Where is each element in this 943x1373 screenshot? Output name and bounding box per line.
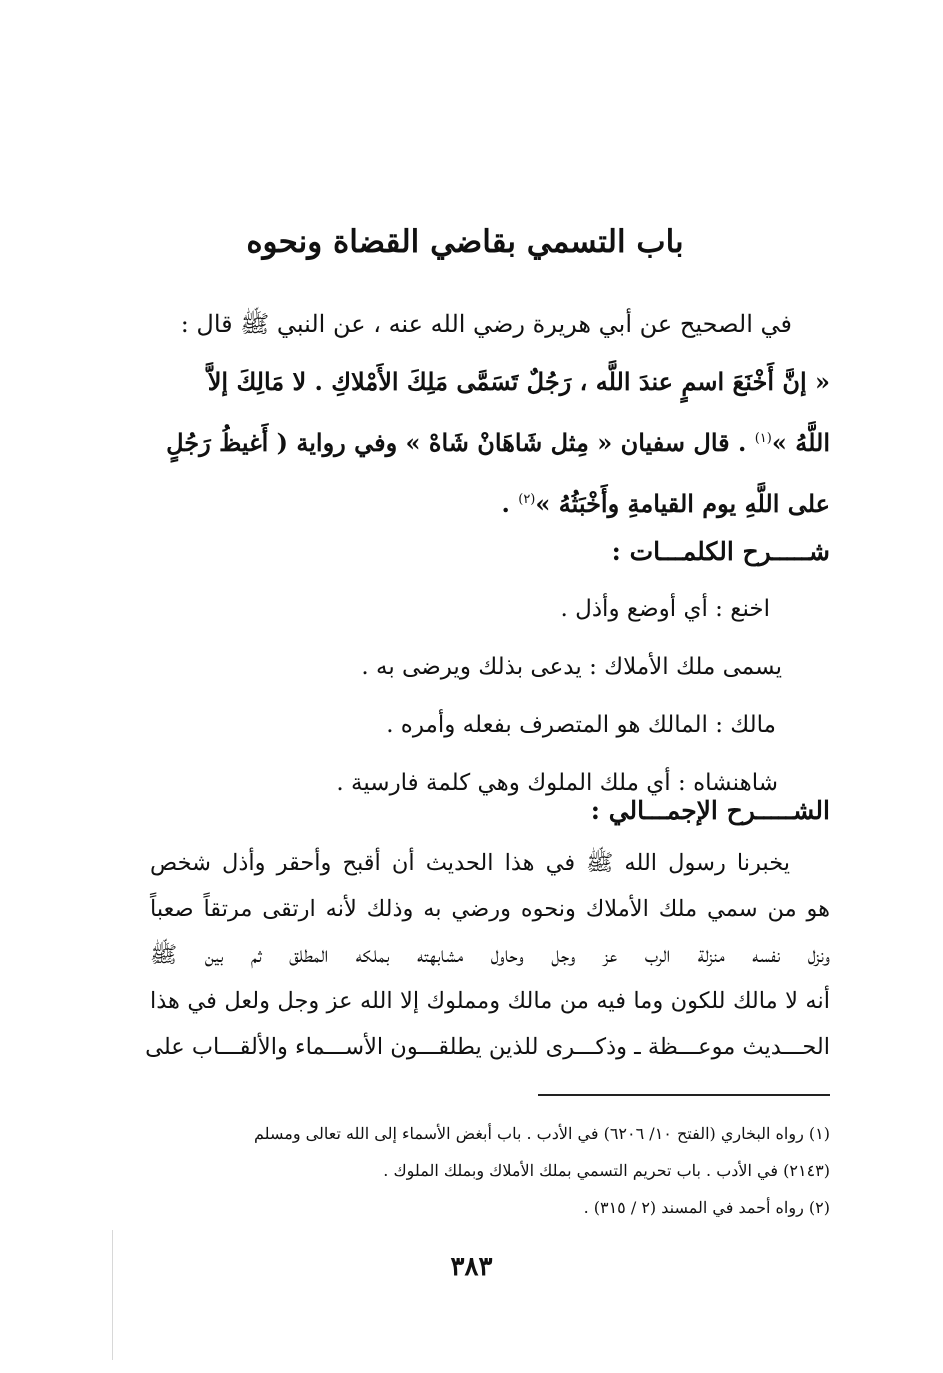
summary-line: ونزل نفسه منزلة الرب عز وجل وحاول مشابهته بملكه المطلق ثم بين ﷺ — [150, 942, 830, 968]
hadith-segment: على اللَّهِ يوم القيامةِ وأَخْبَثُهُ » — [535, 489, 830, 518]
summary-heading: الشـــــرح الإجمـــالي : — [590, 796, 830, 825]
summary-line: الحـــديث موعـــظة ـ وذكـــرى للذين يطلقـــون الأســـماء والألقـــاب على — [145, 1034, 830, 1060]
word-item: اخنع : أي أوضع وأذل . — [560, 596, 770, 622]
hadith-line — [150, 471, 830, 532]
hadith-segment: قال سفيان « مِثل شَاهَانْ شَاهْ » وفي رواية ( أَغيظُ رَجُلٍ — [166, 428, 730, 457]
hadith-segment: . — [729, 428, 755, 457]
summary-paragraph — [145, 840, 830, 1070]
footnote-line: (١) رواه البخاري (الفتح ١٠/ ٦٢٠٦) في الأدب . باب أبغض الأسماء إلى الله تعالى ومسلم — [254, 1124, 830, 1143]
words-explanation-heading: شـــــرح الكلمـــات : — [611, 537, 830, 566]
word-item: يسمى ملك الأملاك : يدعى بذلك ويرضى به . — [361, 654, 782, 680]
word-item: مالك : المالك هو المتصرف بفعله وأمره . — [386, 712, 776, 738]
page-number: ٣٨٣ — [450, 1252, 493, 1282]
footnote-ref-2[interactable]: (٢) — [518, 492, 536, 507]
footnote-line: (٢) رواه أحمد في المسند (٢ / ٣١٥) . — [583, 1198, 830, 1217]
hadith-intro-line: في الصحيح عن أبي هريرة رضي الله عنه ، عن النبي ﷺ قال : — [180, 310, 792, 338]
hadith-line: « إنَّ أَخْنَعَ اسمٍ عندَ اللَّه ، رَجُلٌ تَسَمَّى مَلِكَ الأَمْلاكِ . لا مَالِكَ إلاَّ — [207, 367, 830, 396]
summary-line: يخبرنا رسول الله ﷺ في هذا الحديث أن أقبح وأحقر وأذل شخص — [150, 850, 790, 876]
hadith-line — [150, 410, 830, 471]
footnote-ref-1[interactable]: (١) — [754, 431, 772, 446]
footnote-line: (٢١٤٣) في الأدب . باب تحريم التسمي بملك الأملاك وبملك الملوك . — [383, 1161, 830, 1180]
hadith-segment: . — [501, 489, 519, 518]
summary-line: هو من سمي ملك الأملاك ونحوه ورضي به وذلك لأنه ارتقى مرتقاً صعباً — [150, 896, 830, 922]
chapter-title: باب التسمي بقاضي القضاة ونحوه — [246, 224, 684, 260]
summary-line: أنه لا مالك للكون وما فيه من مالك ومملوك إلا الله عز وجل ولعل في هذا — [150, 988, 830, 1014]
hadith-segment: اللَّهُ » — [771, 428, 830, 457]
hadith-text — [150, 296, 830, 532]
words-list — [150, 580, 830, 812]
footnotes — [150, 1115, 830, 1226]
word-item: شاهنشاه : أي ملك الملوك وهي كلمة فارسية . — [336, 770, 778, 796]
scan-edge-mark — [112, 1230, 113, 1360]
footnote-divider — [538, 1094, 830, 1096]
